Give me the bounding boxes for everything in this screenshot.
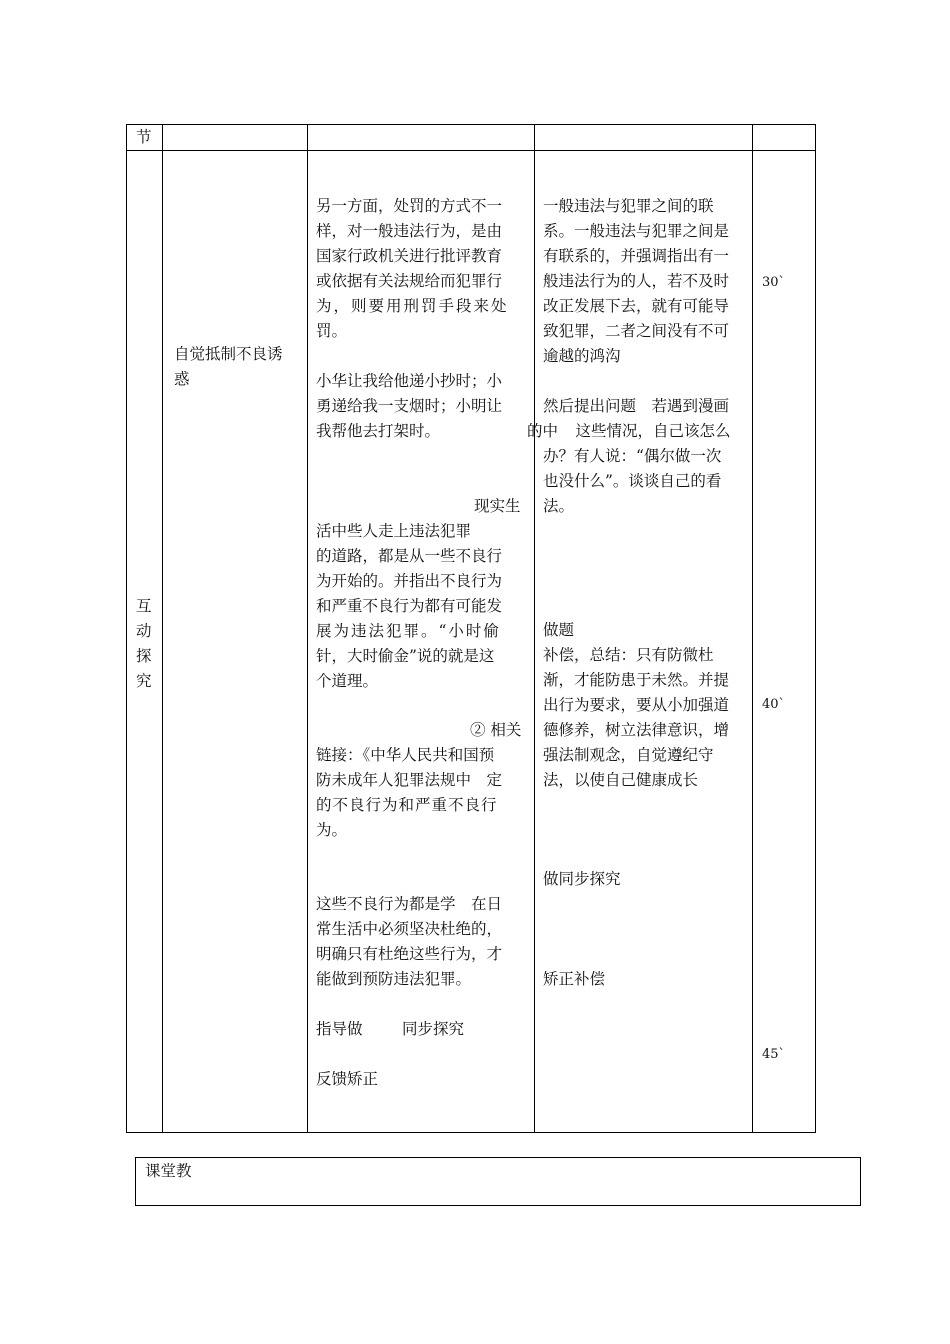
time-mark: 40` <box>762 697 786 712</box>
col3-p3-line: 的道路，都是从一些不良行 <box>316 547 503 565</box>
table-top-border <box>126 124 816 125</box>
stage-char: 互 <box>136 597 152 615</box>
col3-p5-line: 能做到预防违法犯罪。 <box>316 970 472 988</box>
col3-p1-line: 或依据有关法规给而犯罪行 <box>316 272 503 290</box>
col3-p5-line: 明确只有杜绝这些行为，才 <box>316 945 503 963</box>
col4-p5: 矫正补偿 <box>543 970 606 988</box>
stage-char: 究 <box>136 672 152 690</box>
col3-p2-tail: 的中 <box>527 422 559 440</box>
col3-p5-line: 这些不良行为都是学 在日 <box>316 895 503 913</box>
summary-box <box>135 1157 861 1206</box>
col3-p2-line: 小华让我给他递小抄时；小 <box>316 372 503 390</box>
col3-p1-line: 样，对一般违法行为，是由 <box>316 222 503 240</box>
col4-p3-line: 渐，才能防患于未然。并提 <box>543 671 730 689</box>
col3-p5-line: 常生活中必须坚决杜绝的， <box>316 920 503 938</box>
table-right-border <box>815 124 816 1133</box>
col3-p3-line: 个道理。 <box>316 672 379 690</box>
col4-p1-line: 般违法行为的人，若不及时 <box>543 272 730 290</box>
col-divider-2 <box>307 124 308 1133</box>
col3-p3-line: 为开始的。并指出不良行为 <box>316 572 503 590</box>
table-bottom-border <box>126 1132 816 1133</box>
col3-p3-lead: 现实生 <box>474 497 521 515</box>
col3-p3-line: 展为违法犯罪。“小时偷 <box>316 622 501 640</box>
col4-p1-line: 逾越的鸿沟 <box>543 347 621 365</box>
col4-p3-line: 法，以使自己健康成长 <box>543 771 699 789</box>
col4-p2-line: 也没什么”。谈谈自己的看 <box>543 472 722 490</box>
col4-p2-line: 这些情况，自己该怎么 <box>560 422 731 440</box>
time-mark: 45` <box>762 1047 786 1062</box>
col4-p1-line: 致犯罪，二者之间没有不可 <box>543 322 730 340</box>
col4-p3-line: 出行为要求，要从小加强道 <box>543 696 730 714</box>
col3-p4-line: 为。 <box>316 821 348 839</box>
col3-p4-line: 的不良行为和严重不良行 <box>316 796 498 814</box>
col3-p3-line: 和严重不良行为都有可能发 <box>316 597 503 615</box>
col3-p1-line: 为，则要用刑罚手段来处 <box>316 297 509 315</box>
col3-p6-a: 指导做 <box>316 1020 363 1038</box>
col4-p2-line: 办？有人说：“偶尔做一次 <box>543 447 722 465</box>
col4-p2-line: 然后提出问题 若遇到漫画 <box>543 397 730 415</box>
col4-p1-line: 系。一般违法与犯罪之间是 <box>543 222 730 240</box>
col4-p3-line: 补偿，总结：只有防微杜 <box>543 646 714 664</box>
col3-p1-line: 罚。 <box>316 322 348 340</box>
table-header-divider <box>126 150 816 151</box>
col4-p1-line: 改正发展下去，就有可能导 <box>543 297 730 315</box>
summary-label: 课堂教 <box>145 1162 192 1180</box>
col3-p6-b: 同步探究 <box>402 1020 465 1038</box>
col3-p2-line: 我帮他去打架时。 <box>316 422 441 440</box>
col3-p4-line: 防未成年人犯罪法规中 定 <box>316 771 503 789</box>
col3-p4-lead: ② 相关 <box>470 721 522 739</box>
col3-p3-line: 针，大时偷金”说的就是这 <box>316 647 495 665</box>
col4-p1-line: 有联系的，并强调指出有一 <box>543 247 730 265</box>
col4-p1-line: 一般违法与犯罪之间的联 <box>543 197 714 215</box>
table-left-border <box>126 124 127 1133</box>
col4-p3-line: 德修养，树立法律意识，增 <box>543 721 730 739</box>
col4-p2-line: 法。 <box>543 497 575 515</box>
col3-p1-line: 另一方面，处罚的方式不一 <box>316 197 503 215</box>
col-divider-1 <box>162 124 163 1133</box>
col3-p1-line: 国家行政机关进行批评教育 <box>316 247 503 265</box>
col4-p4: 做同步探究 <box>543 870 621 888</box>
col3-p7: 反馈矫正 <box>316 1070 379 1088</box>
topic-line: 自觉抵制不良诱 <box>174 345 283 363</box>
col3-p3-line: 活中些人走上违法犯罪 <box>316 522 472 540</box>
header-stub-cell: 节 <box>136 128 152 146</box>
stage-char: 探 <box>136 647 152 665</box>
col3-p2-line: 勇递给我一支烟时；小明让 <box>316 397 503 415</box>
col3-p4-line: 链接：《中华人民共和国预 <box>316 746 495 764</box>
topic-line: 惑 <box>174 370 190 388</box>
time-mark: 30` <box>762 275 786 290</box>
col-divider-4 <box>752 124 753 1133</box>
stage-char: 动 <box>136 622 152 640</box>
col4-p3-line: 做题 <box>543 621 575 639</box>
col-divider-3 <box>534 124 535 1133</box>
col4-p3-line: 强法制观念，自觉遵纪守 <box>543 746 714 764</box>
